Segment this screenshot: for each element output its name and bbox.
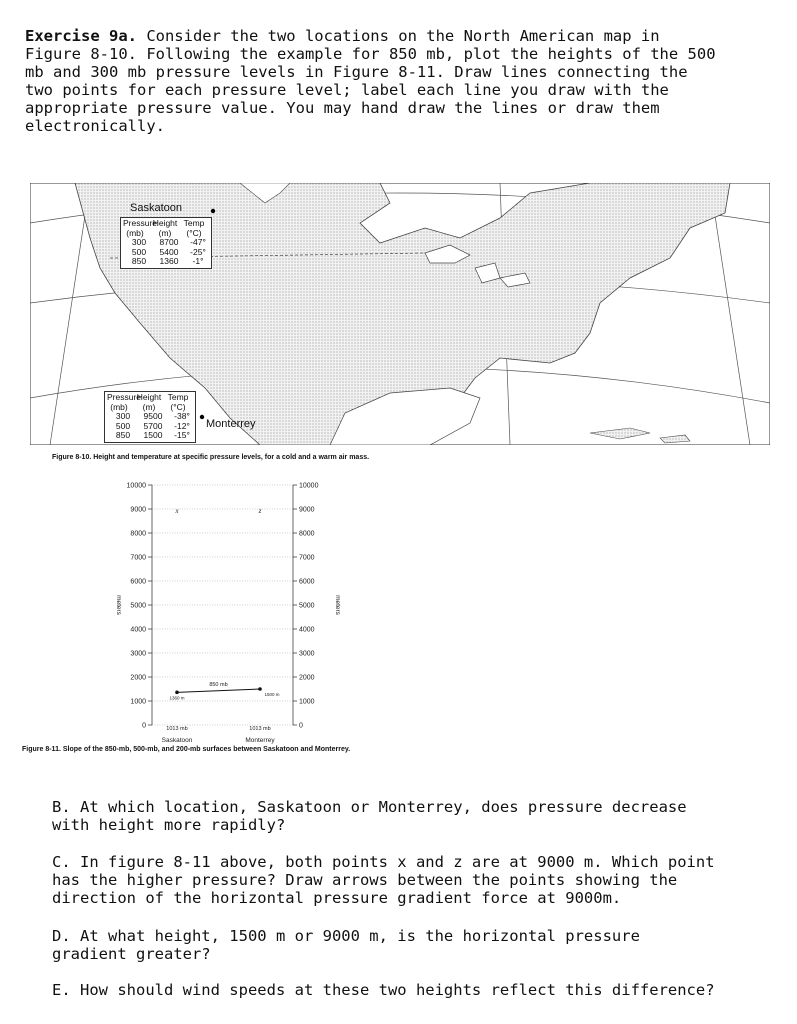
question-b: B. At which location, Saskatoon or Monterrey, does pressure decrease with height more rapidly? <box>52 798 687 834</box>
col-pressure-unit: (mb) <box>110 401 128 412</box>
tick-label-left: 8000 <box>130 530 146 538</box>
cell: 8700 <box>159 237 179 247</box>
col-height-header: Height <box>136 392 162 402</box>
cell: 300 <box>115 411 131 421</box>
figure-8-10-caption: Figure 8-10. Height and temperature at specific pressure levels, for a cold and a warm air mass. <box>52 454 370 461</box>
question-e: E. How should wind speeds at these two heights reflect this difference? <box>52 981 715 999</box>
cell: -38° <box>174 411 190 421</box>
marker-z: z <box>258 507 262 515</box>
category-label: Saskatoon <box>161 737 193 744</box>
base-pressure-label: 1013 mb <box>166 726 188 732</box>
cell: -1° <box>192 256 204 266</box>
cell: -12° <box>174 420 190 431</box>
tick-label-right: 3000 <box>299 650 315 658</box>
cell: 1500 <box>143 430 163 440</box>
cell: 9500 <box>143 411 163 421</box>
figure-8-11-caption: Figure 8-11. Slope of the 850-mb, 500-mb, and 200-mb surfaces between Saskatoon and Monterrey. <box>22 746 351 753</box>
tick-label-right: 0 <box>299 722 303 730</box>
tick-label-left: 4000 <box>130 626 146 634</box>
monterrey-table <box>104 391 196 443</box>
exercise-intro <box>25 27 765 135</box>
table-row <box>123 257 209 267</box>
y-axis-label-left: meters <box>115 595 122 615</box>
cell: 500 <box>115 420 131 431</box>
base-pressure-label: 1013 mb <box>249 726 271 732</box>
point-label-saskatoon: 1360 m <box>169 695 185 701</box>
tick-label-left: 2000 <box>130 674 146 682</box>
col-pressure-header: Pressure <box>107 392 142 402</box>
question-c: C. In figure 8-11 above, both points x and z are at 9000 m. Which point has the higher pressure? Draw arrows between the points showing the direction of the horizontal pressure gradient force at 9000m. <box>52 853 715 907</box>
cell: 1360 <box>159 256 179 266</box>
category-label: Monterrey <box>245 737 275 744</box>
col-pressure-unit: (mb) <box>126 227 144 238</box>
tick-label-left: 10000 <box>126 482 146 490</box>
tick-label-right: 7000 <box>299 554 315 562</box>
cell: 5400 <box>159 246 179 257</box>
tick-label-left: 5000 <box>130 602 146 610</box>
saskatoon-label: Saskatoon <box>130 202 182 214</box>
col-height-unit: (m) <box>142 401 156 412</box>
monterrey-marker <box>200 415 204 419</box>
tick-label-right: 4000 <box>299 626 315 634</box>
cell: 850 <box>131 256 147 266</box>
point-monterrey-850mb <box>258 687 262 691</box>
cell: 5700 <box>143 420 163 431</box>
col-temp-header: Temp <box>167 392 189 402</box>
tick-label-right: 2000 <box>299 674 315 682</box>
series-line-850mb <box>177 689 260 692</box>
exercise-label: Exercise 9a. <box>25 27 137 45</box>
tick-label-right: 6000 <box>299 578 315 586</box>
figure-8-11-chart <box>95 470 365 745</box>
saskatoon-table <box>120 217 212 269</box>
tick-label-right: 5000 <box>299 602 315 610</box>
tick-label-left: 7000 <box>130 554 146 562</box>
tick-label-left: 1000 <box>130 698 146 706</box>
y-axis-label-right: meters <box>334 595 341 615</box>
cell: 500 <box>131 246 147 257</box>
col-pressure-header: Pressure <box>123 218 158 228</box>
series-name-label: 850 mb <box>209 682 228 688</box>
cell: -47° <box>190 237 206 247</box>
tick-label-left: 9000 <box>130 506 146 514</box>
table-row <box>107 431 193 441</box>
col-height-header: Height <box>152 218 178 228</box>
saskatoon-marker <box>211 209 215 213</box>
marker-x: x <box>175 507 179 515</box>
tick-label-left: 6000 <box>130 578 146 586</box>
question-d: D. At what height, 1500 m or 9000 m, is the horizontal pressure gradient greater? <box>52 927 640 963</box>
tick-label-right: 10000 <box>299 482 319 490</box>
col-temp-unit: (°C) <box>170 401 186 412</box>
tick-label-right: 9000 <box>299 506 315 514</box>
point-label-monterrey: 1500 m <box>264 692 280 697</box>
cell: -25° <box>190 246 206 257</box>
cell: 300 <box>131 237 147 247</box>
tick-label-left: 3000 <box>130 650 146 658</box>
chart-svg <box>95 470 365 745</box>
tick-label-left: 0 <box>142 722 146 730</box>
col-height-unit: (m) <box>158 227 172 238</box>
tick-label-right: 8000 <box>299 530 315 538</box>
north-america-map <box>30 183 770 445</box>
cell: -15° <box>174 430 190 440</box>
cell: 850 <box>115 430 131 440</box>
exercise-text: Consider the two locations on the North American map in Figure 8-10. Following the example for 850 mb, plot the heights of the 500 mb and 300 mb pressure levels in Figure 8-11. Draw lines connecting the two points for each pressure level; label each line you draw with the appropriate pressure value. You may hand draw the lines or draw them electronically. <box>25 27 716 135</box>
tick-label-right: 1000 <box>299 698 315 706</box>
monterrey-label: Monterrey <box>206 418 256 430</box>
col-temp-unit: (°C) <box>186 227 202 238</box>
col-temp-header: Temp <box>183 218 205 228</box>
point-saskatoon-850mb <box>175 691 179 695</box>
